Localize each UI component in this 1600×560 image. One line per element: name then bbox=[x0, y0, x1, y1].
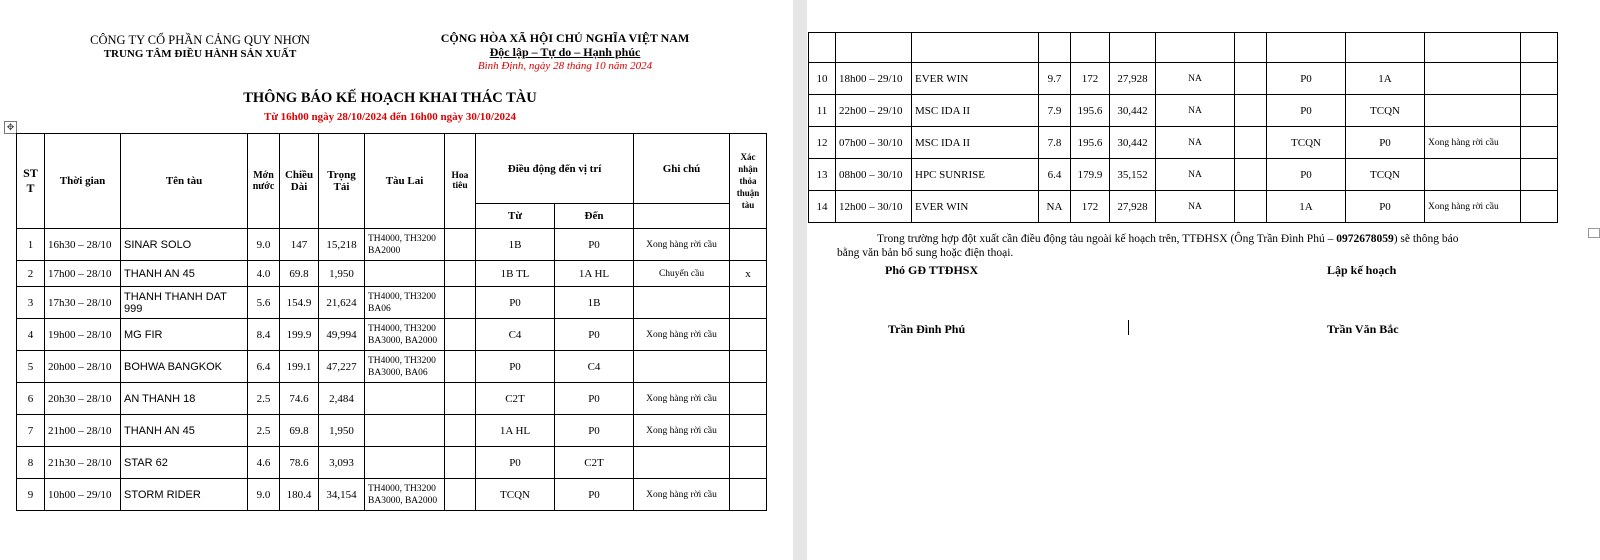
row-to: P0 bbox=[1346, 191, 1425, 223]
row-note: Xong hàng rời cầu bbox=[634, 383, 730, 415]
row-tug bbox=[365, 261, 445, 287]
table-row bbox=[17, 479, 767, 511]
row-stt: 5 bbox=[17, 351, 45, 383]
row-from: 1B bbox=[476, 229, 555, 261]
row-tonnage: 34,154 bbox=[319, 479, 365, 511]
row-to: P0 bbox=[555, 319, 634, 351]
row-stt: 1 bbox=[17, 229, 45, 261]
row-tonnage: 1,950 bbox=[319, 415, 365, 447]
row-stt: 10 bbox=[809, 63, 836, 95]
document-page-1 bbox=[0, 0, 793, 560]
row-to: TCQN bbox=[1346, 159, 1425, 191]
nation-title: CỘNG HÒA XÃ HỘI CHỦ NGHĨA VIỆT NAM bbox=[440, 31, 690, 45]
row-time: 10h00 – 29/10 bbox=[45, 479, 121, 511]
row-confirm bbox=[730, 447, 767, 479]
table-row bbox=[809, 159, 1558, 191]
row-from: P0 bbox=[476, 447, 555, 479]
row-stt: 12 bbox=[809, 127, 836, 159]
row-confirm bbox=[1521, 63, 1558, 95]
table-row bbox=[809, 191, 1558, 223]
row-length: 199.9 bbox=[280, 319, 319, 351]
col-length: Chiều Dài bbox=[280, 134, 319, 229]
row-pilot bbox=[445, 479, 476, 511]
row-confirm bbox=[1521, 127, 1558, 159]
row-from: P0 bbox=[476, 351, 555, 383]
row-note: Xong hàng rời cầu bbox=[634, 229, 730, 261]
row-draft: 8.4 bbox=[248, 319, 280, 351]
row-draft: 4.0 bbox=[248, 261, 280, 287]
row-confirm bbox=[730, 351, 767, 383]
row-draft: 5.6 bbox=[248, 287, 280, 319]
right-signer-role: Lập kế hoạch bbox=[1327, 263, 1397, 277]
row-pilot bbox=[1235, 95, 1267, 127]
row-pilot bbox=[445, 229, 476, 261]
table-row bbox=[809, 95, 1558, 127]
table-resize-handle[interactable] bbox=[1588, 228, 1600, 238]
row-ship: STORM RIDER bbox=[121, 479, 248, 511]
row-ship: MSC IDA II bbox=[912, 95, 1039, 127]
schedule-table-continued bbox=[808, 32, 1558, 223]
row-to: 1A HL bbox=[555, 261, 634, 287]
row-to: P0 bbox=[555, 383, 634, 415]
row-time: 20h00 – 28/10 bbox=[45, 351, 121, 383]
row-to: P0 bbox=[1346, 127, 1425, 159]
row-time: 18h00 – 29/10 bbox=[836, 63, 912, 95]
row-pilot bbox=[445, 351, 476, 383]
row-pilot bbox=[1235, 63, 1267, 95]
row-note: Xong hàng rời cầu bbox=[634, 479, 730, 511]
col-stt: ST T bbox=[17, 134, 45, 229]
row-length: 69.8 bbox=[280, 261, 319, 287]
row-length: 180.4 bbox=[280, 479, 319, 511]
row-pilot bbox=[1235, 127, 1267, 159]
date-line: Bình Định, ngày 28 tháng 10 năm 2024 bbox=[477, 60, 653, 72]
row-draft: 4.6 bbox=[248, 447, 280, 479]
row-stt: 14 bbox=[809, 191, 836, 223]
row-tonnage: 35,152 bbox=[1110, 159, 1156, 191]
row-time: 12h00 – 30/10 bbox=[836, 191, 912, 223]
row-confirm bbox=[730, 287, 767, 319]
col-from: Từ bbox=[476, 204, 555, 229]
row-draft: 9.0 bbox=[248, 479, 280, 511]
row-length: 195.6 bbox=[1071, 127, 1110, 159]
row-ship: EVER WIN bbox=[912, 63, 1039, 95]
row-tug: NA bbox=[1156, 127, 1235, 159]
row-to: P0 bbox=[555, 479, 634, 511]
row-ship: HPC SUNRISE bbox=[912, 159, 1039, 191]
row-confirm bbox=[1521, 159, 1558, 191]
table-row bbox=[17, 229, 767, 261]
row-tug: NA bbox=[1156, 191, 1235, 223]
notice-part-3: bằng văn bản bổ sung hoặc điện thoại. bbox=[837, 247, 1014, 259]
department-name: TRUNG TÂM ĐIỀU HÀNH SẢN XUẤT bbox=[103, 48, 297, 60]
row-confirm bbox=[730, 229, 767, 261]
schedule-table bbox=[16, 133, 767, 511]
national-motto: Độc lập – Tự do – Hạnh phúc bbox=[489, 45, 641, 59]
row-length: 74.6 bbox=[280, 383, 319, 415]
row-stt: 4 bbox=[17, 319, 45, 351]
row-tug bbox=[365, 415, 445, 447]
row-pilot bbox=[445, 287, 476, 319]
row-ship: MSC IDA II bbox=[912, 127, 1039, 159]
col-tonnage: Trọng Tải bbox=[319, 134, 365, 229]
row-tonnage: 49,994 bbox=[319, 319, 365, 351]
row-pilot bbox=[445, 383, 476, 415]
row-confirm bbox=[730, 415, 767, 447]
row-ship: THANH AN 45 bbox=[121, 415, 248, 447]
right-signer-name: Trần Văn Bắc bbox=[1327, 322, 1399, 336]
col-confirm: Xác nhận thỏa thuận tàu bbox=[730, 134, 767, 229]
row-note: Xong hàng rời cầu bbox=[634, 415, 730, 447]
row-tonnage: 47,227 bbox=[319, 351, 365, 383]
schedule-table-body-continued bbox=[809, 63, 1558, 223]
row-draft: 6.4 bbox=[248, 351, 280, 383]
table-row bbox=[17, 351, 767, 383]
row-stt: 13 bbox=[809, 159, 836, 191]
row-tug: NA bbox=[1156, 63, 1235, 95]
row-tug: TH4000, TH3200 BA3000, BA2000 bbox=[365, 319, 445, 351]
table-row bbox=[809, 127, 1558, 159]
row-tonnage: 27,928 bbox=[1110, 63, 1156, 95]
row-length: 172 bbox=[1071, 63, 1110, 95]
row-draft: 9.0 bbox=[248, 229, 280, 261]
table-row bbox=[17, 447, 767, 479]
col-draft: Mớn nước bbox=[248, 134, 280, 229]
col-move: Điều động đến vị trí bbox=[476, 134, 634, 204]
left-signer-role: Phó GĐ TTĐHSX bbox=[885, 263, 979, 277]
row-length: 69.8 bbox=[280, 415, 319, 447]
table-row bbox=[17, 415, 767, 447]
col-to: Đến bbox=[555, 204, 634, 229]
notice-part-2: ) sẽ thông báo bbox=[1393, 233, 1459, 245]
notice-phone: 0972678059 bbox=[1336, 233, 1394, 245]
row-from: 1A bbox=[1267, 191, 1346, 223]
row-stt: 7 bbox=[17, 415, 45, 447]
notice-text bbox=[837, 232, 1557, 260]
row-note bbox=[634, 351, 730, 383]
row-time: 22h00 – 29/10 bbox=[836, 95, 912, 127]
row-to: C2T bbox=[555, 447, 634, 479]
row-ship: EVER WIN bbox=[912, 191, 1039, 223]
row-tug: NA bbox=[1156, 95, 1235, 127]
row-tug: TH4000, TH3200 BA3000, BA06 bbox=[365, 351, 445, 383]
row-ship: THANH AN 45 bbox=[121, 261, 248, 287]
row-ship: AN THANH 18 bbox=[121, 383, 248, 415]
row-ship: THANH THANH DAT 999 bbox=[121, 287, 248, 319]
row-tug: NA bbox=[1156, 159, 1235, 191]
row-confirm bbox=[730, 383, 767, 415]
row-draft: NA bbox=[1039, 191, 1071, 223]
row-tonnage: 3,093 bbox=[319, 447, 365, 479]
row-time: 07h00 – 30/10 bbox=[836, 127, 912, 159]
row-note: Chuyển cầu bbox=[634, 261, 730, 287]
row-confirm bbox=[1521, 95, 1558, 127]
schedule-table-body bbox=[17, 229, 767, 511]
row-time: 21h00 – 28/10 bbox=[45, 415, 121, 447]
row-tonnage: 15,218 bbox=[319, 229, 365, 261]
row-ship: STAR 62 bbox=[121, 447, 248, 479]
row-note bbox=[634, 447, 730, 479]
row-from: P0 bbox=[476, 287, 555, 319]
company-header bbox=[55, 33, 345, 61]
row-draft: 7.8 bbox=[1039, 127, 1071, 159]
col-tug: Tàu Lai bbox=[365, 134, 445, 229]
row-tonnage: 27,928 bbox=[1110, 191, 1156, 223]
row-from: 1A HL bbox=[476, 415, 555, 447]
notice-part-1: Trong trường hợp đột xuất cần điều động tàu ngoài kế hoạch trên, TTĐHSX (Ông Trần Đình Phú – bbox=[877, 233, 1337, 245]
row-draft: 9.7 bbox=[1039, 63, 1071, 95]
row-length: 199.1 bbox=[280, 351, 319, 383]
row-from: C2T bbox=[476, 383, 555, 415]
row-confirm bbox=[730, 479, 767, 511]
row-to: C4 bbox=[555, 351, 634, 383]
row-from: P0 bbox=[1267, 63, 1346, 95]
row-tug: TH4000, TH3200 BA2000 bbox=[365, 229, 445, 261]
row-to: P0 bbox=[555, 415, 634, 447]
table-row bbox=[17, 383, 767, 415]
row-pilot bbox=[445, 415, 476, 447]
row-note: Xong hàng rời cầu bbox=[1425, 191, 1521, 223]
row-note bbox=[634, 287, 730, 319]
table-row bbox=[809, 63, 1558, 95]
table-row bbox=[17, 261, 767, 287]
row-draft: 6.4 bbox=[1039, 159, 1071, 191]
text-cursor bbox=[1128, 320, 1129, 335]
row-to: 1A bbox=[1346, 63, 1425, 95]
table-row bbox=[17, 319, 767, 351]
row-time: 16h30 – 28/10 bbox=[45, 229, 121, 261]
row-from: 1B TL bbox=[476, 261, 555, 287]
row-pilot bbox=[445, 447, 476, 479]
row-confirm: x bbox=[730, 261, 767, 287]
row-length: 78.6 bbox=[280, 447, 319, 479]
row-from: P0 bbox=[1267, 95, 1346, 127]
row-tug bbox=[365, 383, 445, 415]
row-confirm bbox=[730, 319, 767, 351]
company-name: CÔNG TY CỔ PHẦN CẢNG QUY NHƠN bbox=[90, 33, 310, 47]
row-stt: 3 bbox=[17, 287, 45, 319]
col-note: Ghi chú bbox=[634, 134, 730, 204]
row-to: 1B bbox=[555, 287, 634, 319]
row-length: 154.9 bbox=[280, 287, 319, 319]
row-length: 179.9 bbox=[1071, 159, 1110, 191]
table-row bbox=[17, 287, 767, 319]
row-from: TCQN bbox=[1267, 127, 1346, 159]
row-tug: TH4000, TH3200 BA06 bbox=[365, 287, 445, 319]
row-time: 21h30 – 28/10 bbox=[45, 447, 121, 479]
row-tonnage: 21,624 bbox=[319, 287, 365, 319]
row-to: P0 bbox=[555, 229, 634, 261]
row-time: 08h00 – 30/10 bbox=[836, 159, 912, 191]
row-from: P0 bbox=[1267, 159, 1346, 191]
row-note bbox=[1425, 95, 1521, 127]
row-time: 17h00 – 28/10 bbox=[45, 261, 121, 287]
table-header-row-empty bbox=[809, 33, 1558, 63]
col-ship: Tên tàu bbox=[121, 134, 248, 229]
row-tug: TH4000, TH3200 BA3000, BA2000 bbox=[365, 479, 445, 511]
row-stt: 9 bbox=[17, 479, 45, 511]
row-note: Xong hàng rời cầu bbox=[634, 319, 730, 351]
row-from: TCQN bbox=[476, 479, 555, 511]
row-ship: MG FIR bbox=[121, 319, 248, 351]
row-to: TCQN bbox=[1346, 95, 1425, 127]
row-note: Xong hàng rời cầu bbox=[1425, 127, 1521, 159]
col-time: Thời gian bbox=[45, 134, 121, 229]
row-tonnage: 30,442 bbox=[1110, 127, 1156, 159]
row-confirm bbox=[1521, 191, 1558, 223]
row-pilot bbox=[445, 319, 476, 351]
row-stt: 6 bbox=[17, 383, 45, 415]
row-time: 20h30 – 28/10 bbox=[45, 383, 121, 415]
row-time: 17h30 – 28/10 bbox=[45, 287, 121, 319]
row-length: 147 bbox=[280, 229, 319, 261]
col-pilot: Hoa tiêu bbox=[445, 134, 476, 229]
row-time: 19h00 – 28/10 bbox=[45, 319, 121, 351]
move-cross-icon[interactable]: ✥ bbox=[4, 121, 17, 134]
row-tug bbox=[365, 447, 445, 479]
row-length: 195.6 bbox=[1071, 95, 1110, 127]
row-draft: 2.5 bbox=[248, 415, 280, 447]
row-tonnage: 30,442 bbox=[1110, 95, 1156, 127]
row-note bbox=[1425, 63, 1521, 95]
nation-header bbox=[415, 31, 715, 73]
table-header-row bbox=[17, 134, 767, 204]
row-length: 172 bbox=[1071, 191, 1110, 223]
left-signer-name: Trần Đình Phú bbox=[888, 322, 966, 336]
row-pilot bbox=[1235, 159, 1267, 191]
row-from: C4 bbox=[476, 319, 555, 351]
row-stt: 11 bbox=[809, 95, 836, 127]
row-pilot bbox=[445, 261, 476, 287]
doc-title: THÔNG BÁO KẾ HOẠCH KHAI THÁC TÀU bbox=[243, 90, 537, 106]
row-ship: SINAR SOLO bbox=[121, 229, 248, 261]
row-draft: 2.5 bbox=[248, 383, 280, 415]
row-stt: 8 bbox=[17, 447, 45, 479]
row-stt: 2 bbox=[17, 261, 45, 287]
row-tonnage: 2,484 bbox=[319, 383, 365, 415]
row-note bbox=[1425, 159, 1521, 191]
row-draft: 7.9 bbox=[1039, 95, 1071, 127]
row-ship: BOHWA BANGKOK bbox=[121, 351, 248, 383]
row-tonnage: 1,950 bbox=[319, 261, 365, 287]
row-pilot bbox=[1235, 191, 1267, 223]
doc-subtitle: Từ 16h00 ngày 28/10/2024 đến 16h00 ngày 30/10/2024 bbox=[263, 111, 516, 123]
document-page-2 bbox=[807, 0, 1600, 560]
